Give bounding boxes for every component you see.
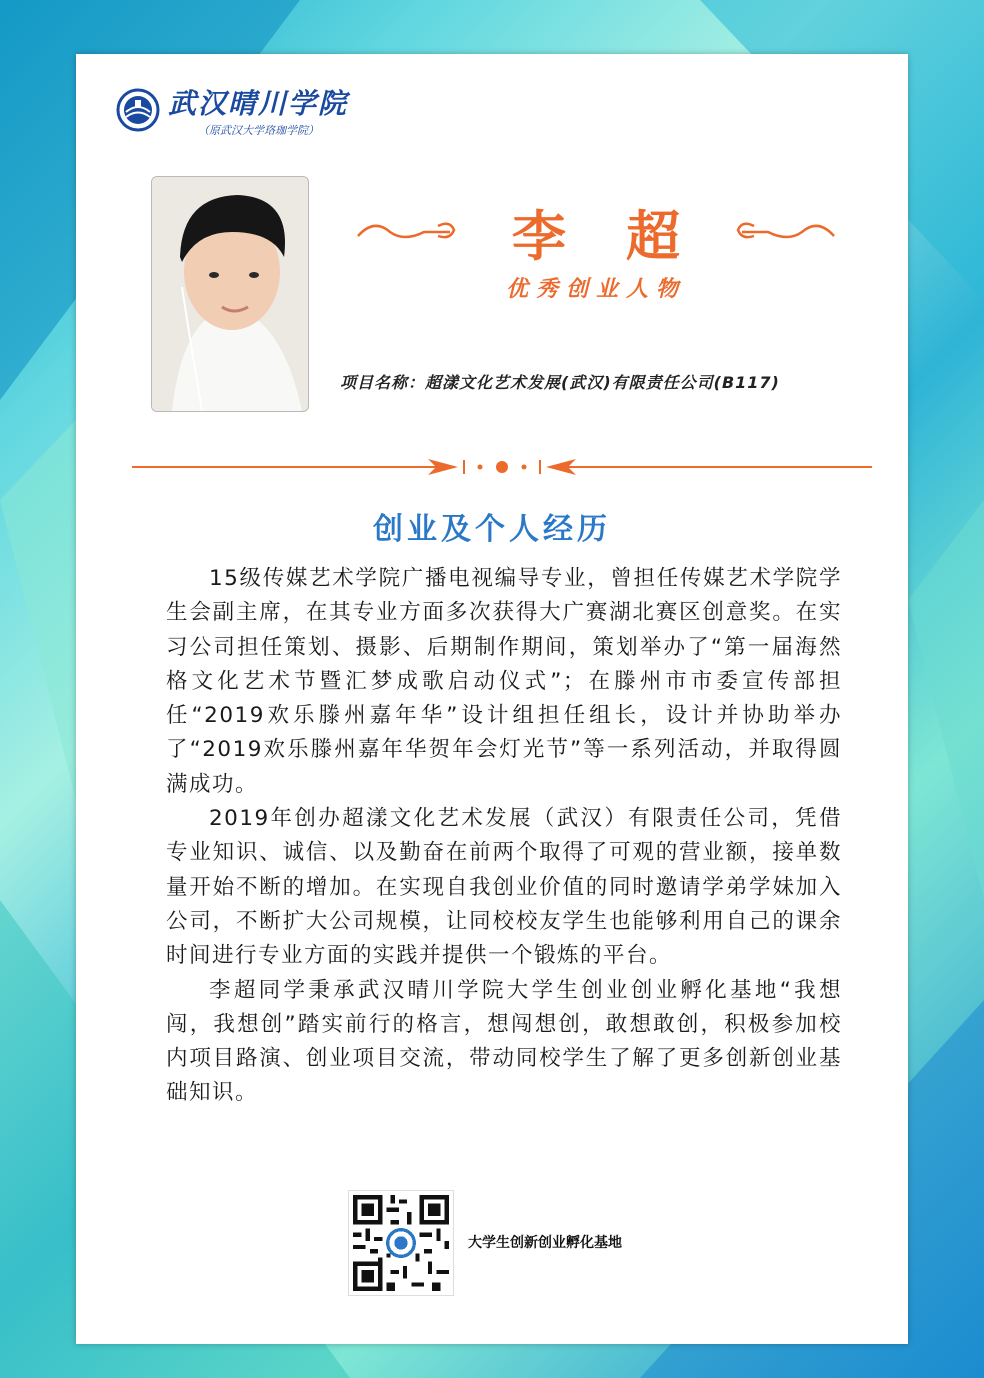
bio-paragraph: 2019年创办超漾文化艺术发展（武汉）有限责任公司，凭借专业知识、诚信、以及勤奋在前两个取得了可观的营业额，接单数量开始不断的增加。在实现自我创业价值的同时邀请学弟学妹加入公司，不断扩大公司规模，让同校校友学生也能够利用自己的课余时间进行专业方面的实践并提供一个锻炼的平台。 — [166, 806, 842, 969]
project-name: 项目名称：超漾文化艺术发展(武汉)有限责任公司(B117) — [340, 373, 780, 392]
ornament-divider — [132, 454, 872, 480]
person-name: 李超 — [512, 204, 740, 268]
right-flourish-icon — [728, 216, 838, 246]
section-heading: 创业及个人经历 — [373, 512, 611, 547]
school-logo — [116, 82, 348, 138]
profile-card — [76, 54, 908, 1344]
qr-label: 大学生创新创业孵化基地 — [468, 1235, 622, 1251]
school-name: 武汉晴川学院 — [168, 87, 349, 120]
bio-paragraph: 15级传媒艺术学院广播电视编导专业，曾担任传媒艺术学院学生会副主席，在其专业方面多次获得大广赛湖北赛区创意奖。在实习公司担任策划、摄影、后期制作期间，策划举办了“第一届海然格文化艺术节暨汇梦成歌启动仪式”；在滕州市市委宣传部担任“2019欢乐滕州嘉年华”设计组担任组长，设计并协助举办了“2019欢乐滕州嘉年华贺年会灯光节”等一系列活动，并取得圆满成功。 — [166, 566, 842, 797]
bio-text — [166, 562, 842, 1111]
person-title: 优秀创业人物 — [505, 276, 686, 302]
portrait-photo — [151, 176, 309, 412]
school-subname: （原武汉大学珞珈学院） — [198, 124, 319, 137]
bio-paragraph: 李超同学秉承武汉晴川学院大学生创业创业孵化基地“我想闯，我想创”踏实前行的格言，想闯想创，敢想敢创，积极参加校内项目路演、创业项目交流，带动同校学生了解了更多创新创业基础知识。 — [166, 977, 842, 1106]
school-emblem-icon — [116, 88, 160, 132]
qr-code-icon — [348, 1190, 454, 1296]
name-banner — [356, 194, 836, 274]
